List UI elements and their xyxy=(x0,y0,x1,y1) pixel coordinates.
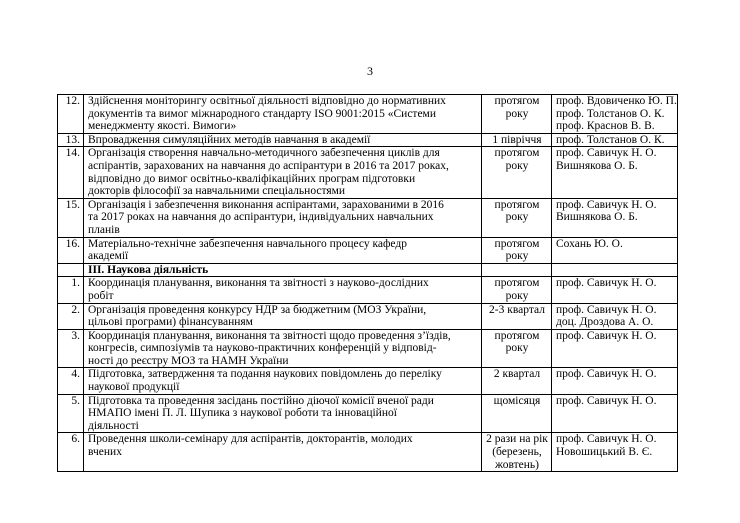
task-description xyxy=(84,198,482,237)
deadline-line: 2 рази на рік xyxy=(486,433,548,446)
task-description-line: конгресів, симпозіумів та науково-практичних конференцій у відповід- xyxy=(88,342,437,355)
row-number xyxy=(58,303,84,329)
task-description xyxy=(84,394,482,433)
row-number-line: 13. xyxy=(65,133,80,146)
task-description-line: Організація і забезпечення виконання аспірантами, зарахованими в 2016 xyxy=(88,198,444,211)
task-description-line: Впровадження симуляційних методів навчання в академії xyxy=(88,133,371,146)
responsible-line: проф. Толстанов О. К. xyxy=(556,133,665,146)
row-number-line: 2. xyxy=(71,303,80,316)
row-number xyxy=(58,329,84,368)
responsible xyxy=(552,237,678,263)
deadline-line: (березень, xyxy=(492,446,542,459)
deadline xyxy=(482,133,552,147)
responsible-line: проф. Савичук Н. О. xyxy=(556,198,657,211)
row-number xyxy=(58,394,84,433)
responsible-line: проф. Савичук Н. О. xyxy=(556,303,657,316)
deadline xyxy=(482,237,552,263)
deadline xyxy=(482,394,552,433)
responsible-line: доц. Дроздова А. О. xyxy=(556,316,654,329)
section-term-cell xyxy=(482,263,552,277)
table-row xyxy=(58,433,678,472)
task-description xyxy=(84,147,482,198)
responsible-line: Сохань Ю. О. xyxy=(556,237,623,250)
deadline-line: протягом xyxy=(494,329,540,342)
deadline-line: жовтень) xyxy=(495,458,539,471)
work-plan-body xyxy=(58,95,678,472)
deadline xyxy=(482,147,552,198)
row-number-line: 15. xyxy=(65,198,80,211)
task-description xyxy=(84,368,482,394)
responsible xyxy=(552,303,678,329)
table-row xyxy=(58,368,678,394)
task-description-line: аспірантів, зарахованих на навчання до аспірантури в 2016 та 2017 роках, xyxy=(88,159,449,172)
responsible xyxy=(552,198,678,237)
row-number-line: 5. xyxy=(71,394,80,407)
task-description-line: Матеріально-технічне забезпечення навчального процесу кафедр xyxy=(88,237,407,250)
deadline-line: протягом xyxy=(494,237,540,250)
page-number: 3 xyxy=(367,64,373,78)
deadline-line: року xyxy=(505,250,529,263)
section-title: ІІІ. Наукова діяльність xyxy=(84,263,482,277)
responsible xyxy=(552,277,678,303)
task-description-line: НМАПО імені П. Л. Шупика з наукової роботи та інноваційної xyxy=(88,407,397,420)
task-description xyxy=(84,329,482,368)
deadline xyxy=(482,95,552,134)
deadline-line: року xyxy=(505,107,529,120)
responsible-line: проф. Савичук Н. О. xyxy=(556,147,657,160)
deadline-line: протягом xyxy=(494,147,540,160)
deadline xyxy=(482,433,552,472)
table-row xyxy=(58,95,678,134)
deadline xyxy=(482,198,552,237)
responsible xyxy=(552,329,678,368)
task-description-line: Організація проведення конкурсу НДР за бюджетним (МОЗ України, xyxy=(88,303,427,316)
task-description-line: докторів філософії за навчальними спеціальностями xyxy=(88,185,346,198)
table-row xyxy=(58,394,678,433)
task-description xyxy=(84,95,482,134)
table-row xyxy=(58,147,678,198)
section-number-cell xyxy=(58,263,84,277)
task-description-line: Підготовка та проведення засідань постійно діючої комісії вченої ради xyxy=(88,394,434,407)
deadline xyxy=(482,277,552,303)
responsible-line: проф. Савичук Н. О. xyxy=(556,368,657,381)
task-description-line: відповідно до вимог освітньо-кваліфікаційних програм підготовки xyxy=(88,172,416,185)
task-description-line: планів xyxy=(88,223,120,236)
deadline-line: щомісяця xyxy=(493,394,541,407)
work-plan-table xyxy=(57,94,678,472)
row-number xyxy=(58,198,84,237)
responsible xyxy=(552,368,678,394)
responsible-line: проф. Савичук Н. О. xyxy=(556,277,657,290)
task-description-line: менеджменту якості. Вимоги» xyxy=(88,120,237,133)
task-description-line: цільові програми) фінансуванням xyxy=(88,316,253,329)
responsible-line: Вишнякова О. Б. xyxy=(556,159,638,172)
deadline-line: 2 квартал xyxy=(493,368,541,381)
task-description-line: та 2017 роках на навчання до аспірантури, індивідуальних навчальних xyxy=(88,211,434,224)
task-description-line: вчених xyxy=(88,446,122,459)
task-description-line: Координація планування, виконання та звітності з науково-дослідних xyxy=(88,277,429,290)
responsible-line: проф. Савичук Н. О. xyxy=(556,433,657,446)
row-number-line: 6. xyxy=(71,433,80,446)
task-description-line: діяльності xyxy=(88,419,139,432)
task-description-line: Проведення школи-семінару для аспірантів, докторантів, молодих xyxy=(88,433,413,446)
deadline-line: року xyxy=(505,289,529,302)
task-description xyxy=(84,133,482,147)
task-description-line: Здійснення моніторингу освітньої діяльності відповідно до нормативних xyxy=(88,95,446,107)
row-number-line: 16. xyxy=(65,237,80,250)
responsible xyxy=(552,433,678,472)
deadline-line: 2-3 квартал xyxy=(489,303,545,316)
deadline-line: протягом xyxy=(494,198,540,211)
table-row xyxy=(58,277,678,303)
row-number xyxy=(58,433,84,472)
task-description-line: Організація створення навчально-методичного забезпечення циклів для xyxy=(88,147,440,160)
row-number xyxy=(58,368,84,394)
row-number xyxy=(58,147,84,198)
deadline xyxy=(482,303,552,329)
task-description-line: робіт xyxy=(88,289,114,302)
responsible xyxy=(552,95,678,134)
task-description-line: документів та вимог міжнародного стандарту ISO 9001:2015 «Системи xyxy=(88,107,436,120)
table-row xyxy=(58,329,678,368)
table-row xyxy=(58,237,678,263)
table-row xyxy=(58,133,678,147)
task-description-line: наукової продукції xyxy=(88,381,180,394)
row-number xyxy=(58,133,84,147)
responsible-line: Вишнякова О. Б. xyxy=(556,211,638,224)
responsible xyxy=(552,394,678,433)
task-description-line: Підготовка, затвердження та подання наукових повідомлень до переліку xyxy=(88,368,442,381)
row-number-line: 3. xyxy=(71,329,80,342)
table-row xyxy=(58,198,678,237)
deadline xyxy=(482,368,552,394)
row-number xyxy=(58,95,84,134)
task-description xyxy=(84,237,482,263)
row-number xyxy=(58,237,84,263)
responsible-line: проф. Толстанов О. К. xyxy=(556,107,665,120)
task-description-line: ності до реєстру МОЗ та НАМН України xyxy=(88,354,289,367)
responsible-line: проф. Савичук Н. О. xyxy=(556,329,657,342)
responsible-line: проф. Савичук Н. О. xyxy=(556,394,657,407)
row-number-line: 12. xyxy=(65,95,80,107)
deadline-line: року xyxy=(505,159,529,172)
responsible-line: проф. Вдовиченко Ю. П. xyxy=(556,95,677,107)
section-exec-cell xyxy=(552,263,678,277)
task-description xyxy=(84,433,482,472)
row-number-line: 1. xyxy=(71,277,80,290)
task-description xyxy=(84,303,482,329)
deadline-line: року xyxy=(505,211,529,224)
deadline xyxy=(482,329,552,368)
row-number-line: 4. xyxy=(71,368,80,381)
task-description-line: академії xyxy=(88,250,129,263)
table-row xyxy=(58,303,678,329)
row-number xyxy=(58,277,84,303)
task-description-line: Координація планування, виконання та звітності щодо проведення з’їздів, xyxy=(88,329,451,342)
responsible xyxy=(552,133,678,147)
section-header-row xyxy=(58,263,678,277)
task-description xyxy=(84,277,482,303)
responsible xyxy=(552,147,678,198)
deadline-line: протягом xyxy=(494,95,540,107)
deadline-line: року xyxy=(505,342,529,355)
responsible-line: проф. Краснов В. В. xyxy=(556,120,655,133)
deadline-line: 1 півріччя xyxy=(492,133,542,146)
deadline-line: протягом xyxy=(494,277,540,290)
row-number-line: 14. xyxy=(65,147,80,160)
responsible-line: Новошицький В. Є. xyxy=(556,446,653,459)
